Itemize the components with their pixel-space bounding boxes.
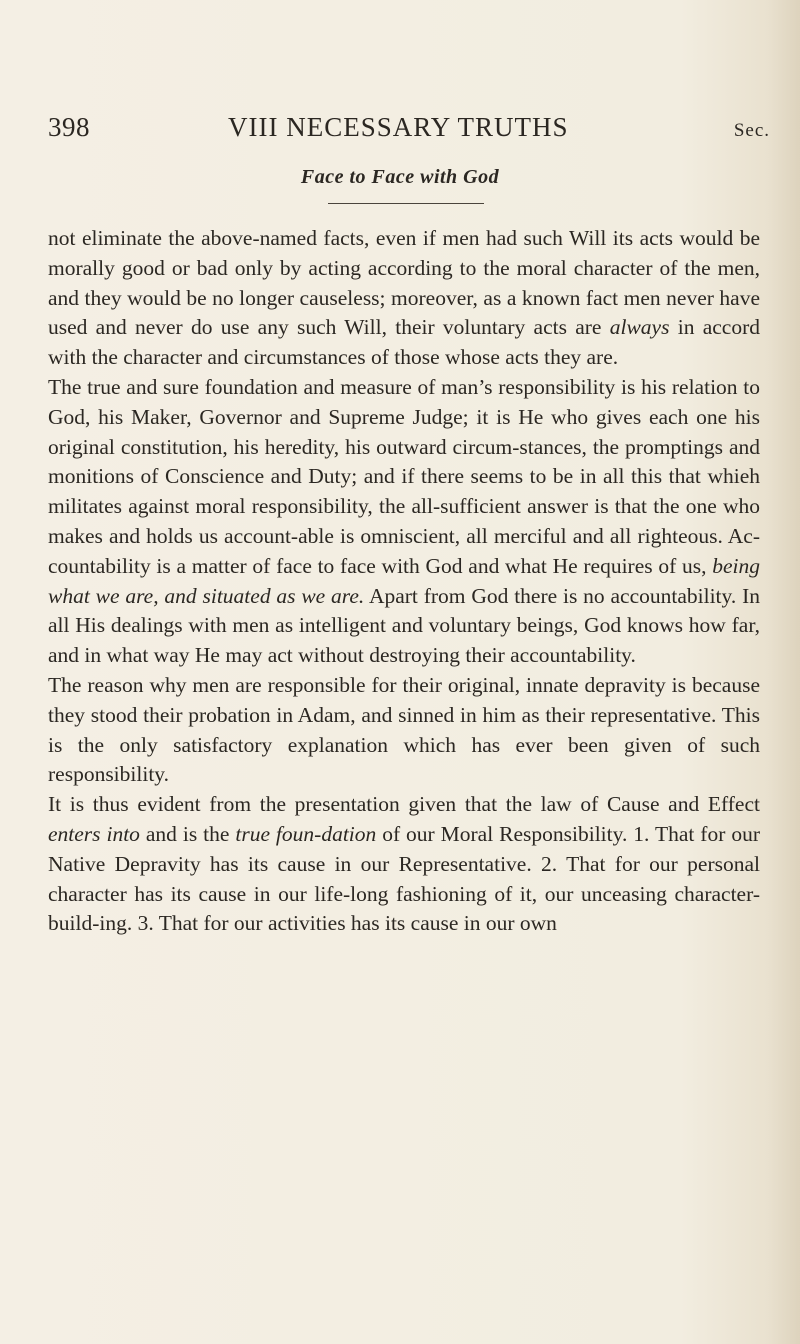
text-segment: not eliminate the above-named facts, even if men had such Will its acts would be morally good or bad only by acting according to the moral character of the men, and they would be no longer causeless; moreover, as a known fact men never have used and never do use any such Will, their voluntary acts are: [48, 226, 760, 340]
italic-text: always: [609, 315, 670, 340]
italic-text: being what we are, and situated as we are.: [48, 553, 760, 608]
italic-text: enters into: [48, 821, 140, 846]
text-segment: The true and sure foundation and measure of man’s responsibility is his relation to God, his Maker, Governor and Supreme Judge; it is He who gives each one his original constitution, his heredity, his outward circum-stances, the promptings and monitions of Conscience and Duty; and if there seems to be in all this that whieh militates against moral responsibility, the all-sufficient answer is that the one who makes and holds us account-able is omniscient, all merciful and all righteous. Ac-countability is a matter of face to face with God and what He requires of us,: [48, 374, 760, 578]
paragraph: [48, 671, 760, 790]
text-segment: of our Moral Responsibility. 1. That for our Native Depravity has its cause in our Representative. 2. That for our personal character has its cause in our life-long fashioning of it, our unceasing character-build-ing. 3. That for our activities has its cause in our own: [48, 821, 760, 936]
body-text: [48, 224, 760, 939]
section-label: Sec.: [733, 120, 770, 141]
text-segment: Apart from God there is no accountability. In all His dealings with men as intelligent and voluntary beings, God knows how far, and in what way He may act without destroying their accountability.: [48, 583, 760, 668]
text-segment: It is thus evident from the presentation given that the law of Cause and Effect: [48, 792, 760, 817]
italic-text: true foun-dation: [235, 821, 377, 846]
paragraph: [48, 224, 760, 373]
paragraph: [48, 790, 760, 939]
subtitle-rule: [328, 203, 484, 204]
running-title: VIII NECESSARY TRUTHS: [228, 112, 569, 142]
text-segment: in accord with the character and circumstances of those whose acts they are.: [48, 315, 760, 370]
section-subtitle: Face to Face with God: [300, 166, 500, 188]
paragraph: [48, 373, 760, 671]
text-segment: The reason why men are responsible for their original, innate depravity is because they stood their probation in Adam, and sinned in him as their representative. This is the only satisfactory explanation which has ever been given of such responsibility.: [48, 672, 760, 787]
page-number: 398: [48, 112, 90, 142]
page-header: [48, 112, 770, 152]
text-segment: and is the: [139, 821, 236, 846]
